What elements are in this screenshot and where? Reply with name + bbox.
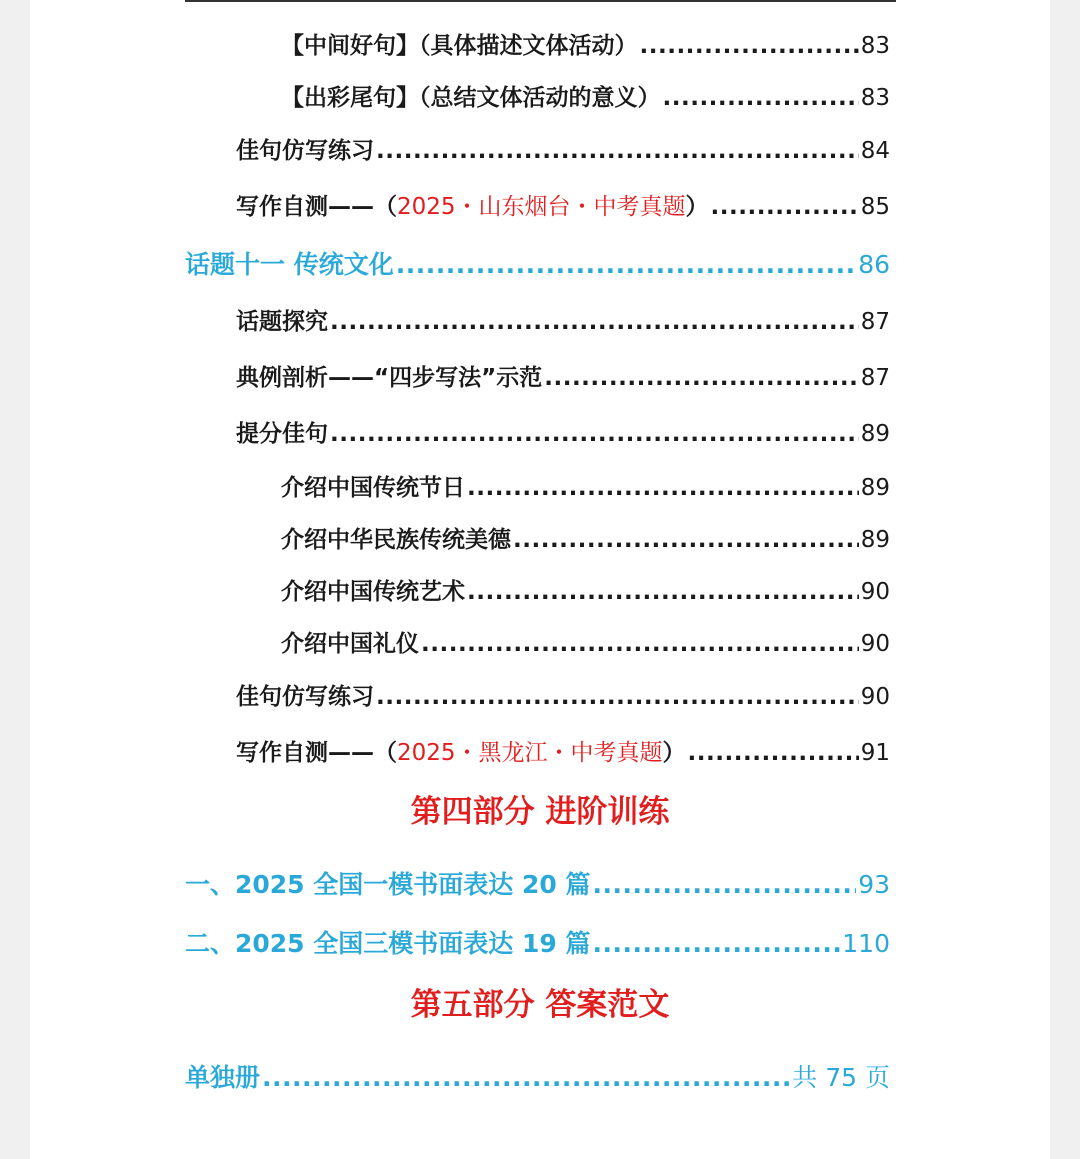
leader-dots (376, 686, 859, 709)
toc-entry-page: 89 (860, 421, 890, 447)
toc-entry-self-test-heilongjiang[interactable] (0, 742, 1080, 765)
toc-entry-page: 89 (860, 475, 890, 501)
toc-entry-label: 话题十一 传统文化 (185, 250, 394, 279)
leader-dots (592, 931, 840, 956)
toc-entry-label: 介绍中国传统艺术 (281, 579, 465, 605)
toc-topic-traditional-culture[interactable] (0, 252, 1080, 277)
leader-dots (544, 367, 858, 390)
toc-entry-mock3-writing[interactable] (0, 931, 1080, 956)
toc-entry-page: 93 (858, 870, 890, 899)
toc-entry-page: 83 (860, 85, 890, 111)
toc-entry-page: 110 (842, 929, 890, 958)
toc-entry-label: 典例剖析——“四步写法”示范 (236, 365, 543, 391)
toc-entry-label: 【出彩尾句】（总结文体活动的意义） (281, 85, 661, 111)
part-four-heading: 第四部分 进阶训练 (410, 794, 670, 830)
toc-entry-page: 84 (860, 138, 890, 164)
toc-entry-label: 写作自测——（2025・山东烟台・中考真题） (236, 194, 709, 220)
toc-entry-label: 介绍中国传统节日 (281, 475, 465, 501)
leader-dots (330, 423, 859, 446)
leader-dots (330, 311, 859, 334)
toc-entry-arts[interactable] (0, 581, 1080, 604)
toc-entry-page: 87 (860, 365, 890, 391)
leader-dots (688, 742, 859, 765)
toc-entry-label: 介绍中华民族传统美德 (281, 527, 511, 553)
top-divider (185, 0, 896, 2)
toc-entry-etiquette[interactable] (0, 633, 1080, 656)
toc-entry-label: 写作自测——（2025・黑龙江・中考真题） (236, 740, 686, 766)
toc-entry-separate-volume[interactable] (0, 1065, 1080, 1090)
exam-source-highlight: 2025・黑龙江・中考真题 (397, 740, 663, 766)
toc-entry-label: 介绍中国礼仪 (281, 631, 419, 657)
toc-entry-virtues[interactable] (0, 529, 1080, 552)
toc-entry-score-sentences[interactable] (0, 423, 1080, 446)
exam-source-highlight: 2025・山东烟台・中考真题 (397, 194, 686, 220)
toc-entry-label: 佳句仿写练习 (236, 138, 374, 164)
toc-entry-label: 【中间好句】（具体描述文体活动） (281, 33, 638, 59)
toc-entry-label: 提分佳句 (236, 421, 328, 447)
toc-entry-self-test-yantai[interactable] (0, 196, 1080, 219)
toc-entry-page: 90 (860, 684, 890, 710)
toc-entry-label: 二、2025 全国三模书面表达 19 篇 (185, 929, 591, 958)
leader-dots (467, 581, 859, 604)
toc-entry-page: 89 (860, 527, 890, 553)
leader-dots (396, 252, 856, 277)
leader-dots (376, 140, 859, 163)
toc-entry-label: 一、2025 全国一模书面表达 20 篇 (185, 870, 591, 899)
leader-dots (262, 1065, 790, 1090)
toc-entry-imitation-practice[interactable] (0, 140, 1080, 163)
toc-entry-label: 佳句仿写练习 (236, 684, 374, 710)
toc-entry-middle-sentence[interactable] (0, 35, 1080, 58)
toc-entry-label: 话题探究 (236, 309, 328, 335)
toc-entry-page: 86 (858, 250, 890, 279)
toc-entry-mock1-writing[interactable] (0, 872, 1080, 897)
leader-dots (467, 477, 859, 500)
leader-dots (711, 196, 859, 219)
leader-dots (592, 872, 856, 897)
leader-dots (663, 87, 859, 110)
toc-entry-ending-sentence[interactable] (0, 87, 1080, 110)
leader-dots (421, 633, 859, 656)
toc-entry-imitation-practice-2[interactable] (0, 686, 1080, 709)
toc-entry-label: 单独册 (185, 1063, 261, 1092)
leader-dots (640, 35, 859, 58)
toc-entry-page: 85 (860, 194, 890, 220)
toc-entry-topic-exploration[interactable] (0, 311, 1080, 334)
toc-entry-example-analysis[interactable] (0, 367, 1080, 390)
toc-entry-page: 91 (860, 740, 890, 766)
toc-entry-page: 83 (860, 33, 890, 59)
toc-entry-page: 90 (860, 631, 890, 657)
leader-dots (513, 529, 859, 552)
toc-entry-festivals[interactable] (0, 477, 1080, 500)
toc-entry-page: 87 (860, 309, 890, 335)
toc-entry-page: 共 75 页 (792, 1063, 890, 1092)
part-five-heading: 第五部分 答案范文 (410, 987, 670, 1023)
toc-entry-page: 90 (860, 579, 890, 605)
document-page (30, 0, 1050, 1159)
